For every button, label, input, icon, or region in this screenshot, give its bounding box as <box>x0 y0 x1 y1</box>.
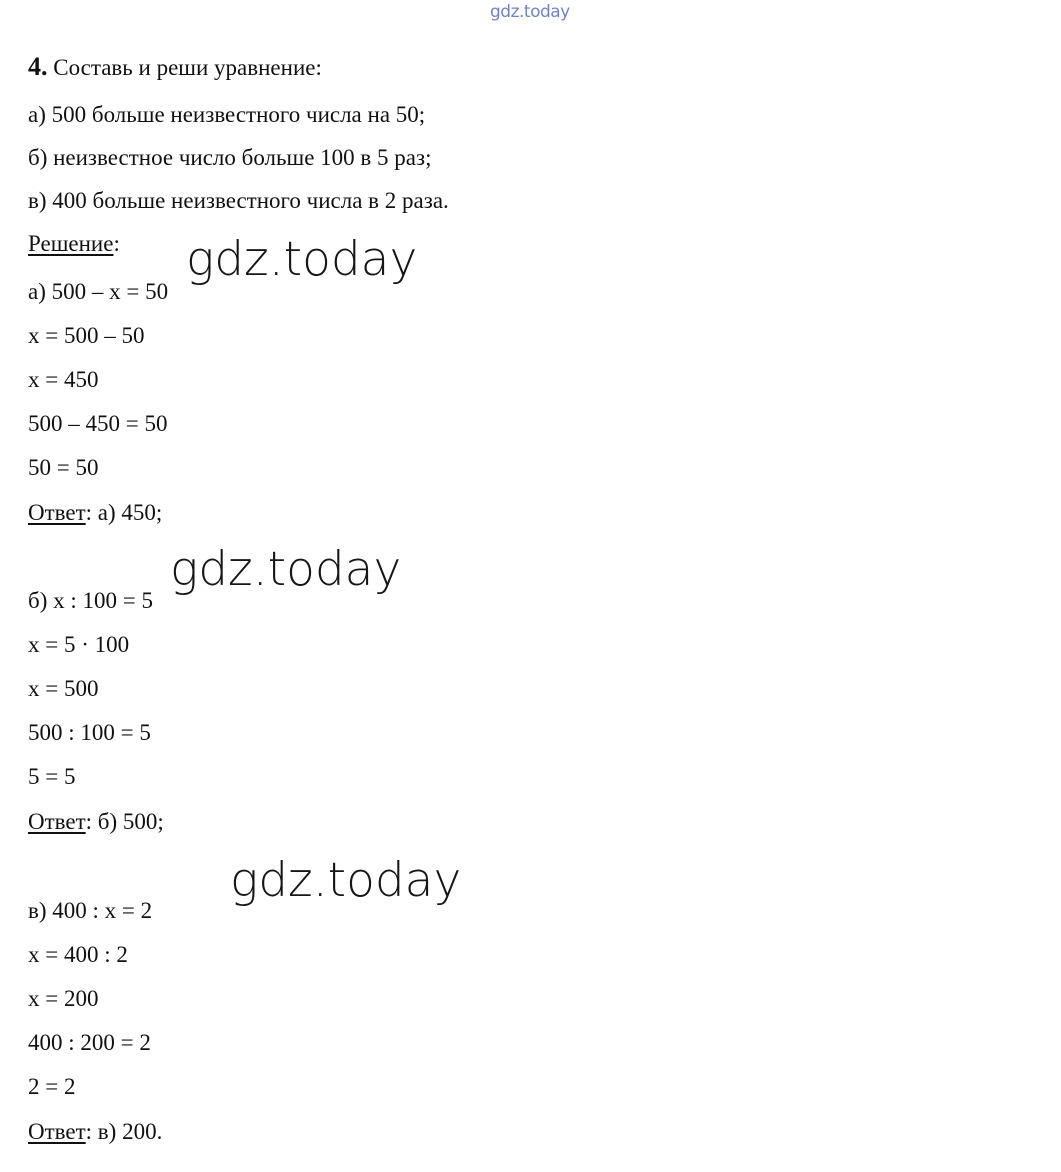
answer-label: Ответ <box>28 1119 86 1144</box>
answer-c <box>28 1120 162 1143</box>
solution-line: x = 500 – 50 <box>28 323 145 348</box>
watermark: gdz.today <box>170 542 402 597</box>
task-number: 4. <box>28 52 48 81</box>
solution-line: 500 : 100 = 5 <box>28 720 151 745</box>
task-item-b: б) неизвестное число больше 100 в 5 раз; <box>28 145 432 170</box>
task-item-a: а) 500 больше неизвестного числа на 50; <box>28 102 426 127</box>
watermark: gdz.today <box>186 232 418 287</box>
answer-label: Ответ <box>28 500 86 525</box>
solution-line: x = 450 <box>28 367 99 392</box>
solution-line: 50 = 50 <box>28 455 99 480</box>
task-item-c: в) 400 больше неизвестного числа в 2 раза. <box>28 188 449 213</box>
solution-heading: Решение: <box>28 231 120 256</box>
answer-value: : а) 450; <box>85 500 163 525</box>
solution-line: x = 200 <box>28 986 99 1011</box>
task-title: Составь и реши уравнение: <box>53 55 322 80</box>
solution-line: а) 500 – x = 50 <box>28 279 169 304</box>
solution-line: x = 500 <box>28 676 99 701</box>
solution-line: б) x : 100 = 5 <box>28 588 153 613</box>
solution-line: 2 = 2 <box>28 1074 76 1099</box>
answer-b <box>28 810 164 833</box>
solution-line: 500 – 450 = 50 <box>28 411 168 436</box>
solution-line: в) 400 : x = 2 <box>28 898 153 923</box>
solution-line: 400 : 200 = 2 <box>28 1030 151 1055</box>
answer-label: Ответ <box>28 809 86 834</box>
solution-line: x = 400 : 2 <box>28 942 128 967</box>
task-heading <box>28 54 322 80</box>
watermark: gdz.today <box>230 853 462 908</box>
solution-line: x = 5 · 100 <box>28 632 130 657</box>
solution-label: Решение <box>28 231 114 256</box>
answer-value: : б) 500; <box>85 809 164 834</box>
answer-value: : в) 200. <box>85 1119 163 1144</box>
watermark-top: gdz.today <box>490 2 570 22</box>
answer-a <box>28 501 162 524</box>
solution-line: 5 = 5 <box>28 764 76 789</box>
